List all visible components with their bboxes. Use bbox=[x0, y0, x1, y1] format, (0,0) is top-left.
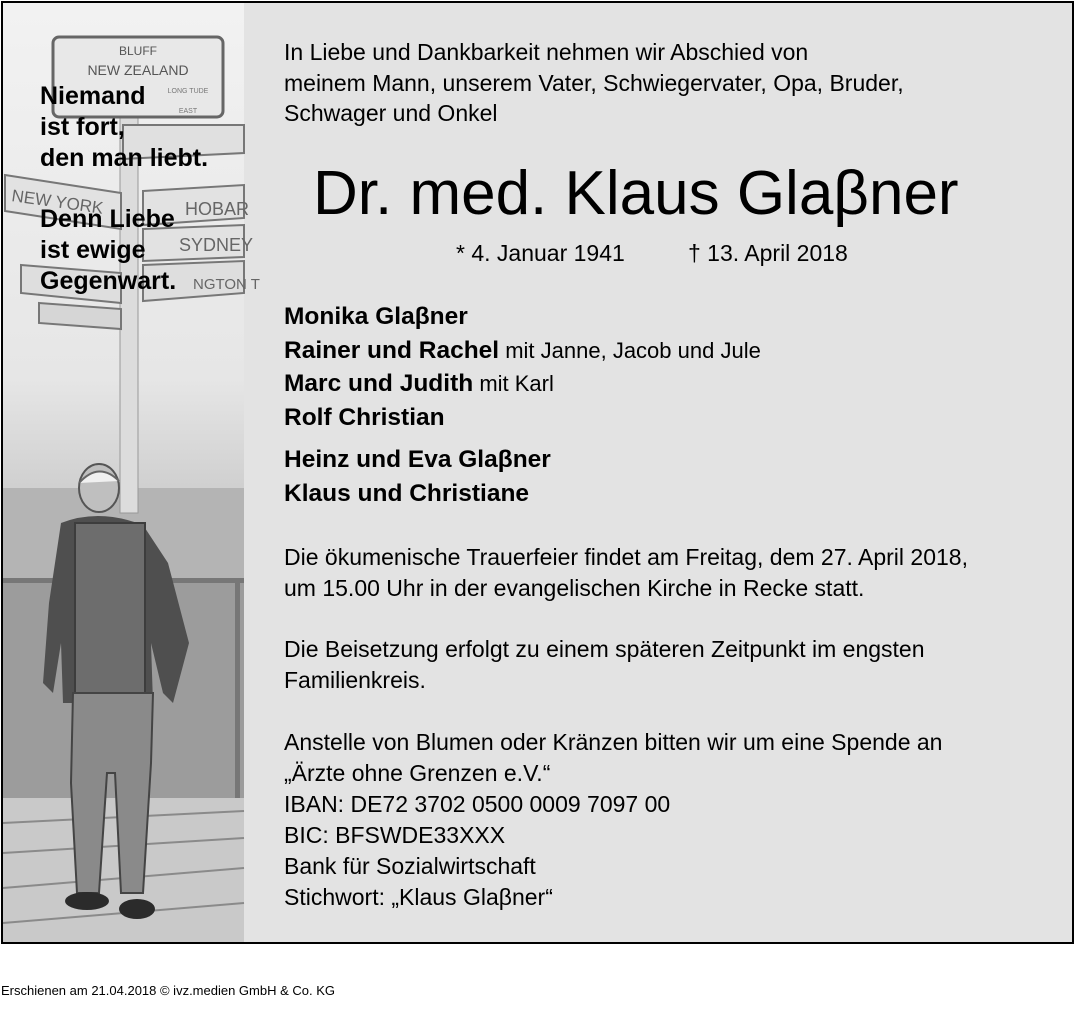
family-line bbox=[284, 480, 529, 508]
poem-line: Gegenwart. bbox=[40, 267, 177, 295]
publication-footer: Erschienen am 21.04.2018 © ivz.medien GmbH & Co. KG bbox=[1, 983, 336, 998]
poem-line: Denn Liebe bbox=[40, 205, 175, 233]
service-line: um 15.00 Uhr in der evangelischen Kirche in Recke statt. bbox=[284, 575, 865, 601]
donation-keyword: Stichwort: „Klaus Glaβner“ bbox=[284, 884, 553, 910]
donation-line: „Ärzte ohne Grenzen e.V.“ bbox=[284, 760, 551, 786]
family-names: Marc und Judith bbox=[284, 370, 474, 397]
signpost-text: SYDNEY bbox=[179, 235, 254, 255]
family-line bbox=[284, 370, 554, 398]
family-children: mit Janne, Jacob und Jule bbox=[499, 338, 761, 363]
intro-line: Schwager und Onkel bbox=[284, 100, 498, 126]
memorial-photo bbox=[3, 3, 260, 942]
death-date: † 13. April 2018 bbox=[688, 240, 848, 266]
poem-line: Niemand bbox=[40, 82, 146, 110]
family-children: mit Karl bbox=[473, 371, 554, 396]
signpost-text: NGTON T bbox=[193, 276, 260, 293]
obituary-notice bbox=[1, 1, 1074, 944]
poem-line: den man liebt. bbox=[40, 144, 209, 172]
donation-bank: Bank für Sozialwirtschaft bbox=[284, 853, 536, 879]
family-names: Rolf Christian bbox=[284, 404, 445, 431]
signpost-text: NEW ZEALAND bbox=[87, 62, 189, 78]
poem-line: ist fort, bbox=[40, 113, 125, 141]
donation-bic: BIC: BFSWDE33XXX bbox=[284, 822, 506, 848]
poem-line: ist ewige bbox=[40, 236, 146, 264]
signpost-text: BLUFF bbox=[118, 44, 158, 58]
intro-line: In Liebe und Dankbarkeit nehmen wir Abschied von bbox=[284, 39, 809, 65]
poem-first bbox=[40, 81, 208, 174]
family-names: Monika Glaβner bbox=[284, 303, 468, 330]
family-names: Heinz und Eva Glaβner bbox=[284, 446, 551, 473]
family-line bbox=[284, 337, 761, 365]
family-line bbox=[284, 404, 445, 432]
service-line: Die ökumenische Trauerfeier findet am Freitag, dem 27. April 2018, bbox=[284, 544, 968, 570]
intro-line: meinem Mann, unserem Vater, Schwiegervater, Opa, Bruder, bbox=[284, 70, 904, 96]
burial-line: Die Beisetzung erfolgt zu einem späteren Zeitpunkt im engsten bbox=[284, 636, 925, 662]
signpost-text: NEW YORK bbox=[10, 186, 105, 218]
signpost-text: LONG TUDE bbox=[167, 88, 209, 95]
donation-iban: IBAN: DE72 3702 0500 0009 7097 00 bbox=[284, 791, 671, 817]
family-line bbox=[284, 303, 468, 331]
family-names: Klaus und Christiane bbox=[284, 480, 530, 507]
deceased-name: Dr. med. Klaus Glaβner bbox=[313, 159, 959, 228]
family-names: Rainer und Rachel bbox=[284, 337, 500, 364]
donation-line: Anstelle von Blumen oder Kränzen bitten wir um eine Spende an bbox=[284, 729, 943, 755]
poem-second bbox=[40, 204, 176, 297]
family-line bbox=[284, 446, 551, 474]
burial-line: Familienkreis. bbox=[284, 667, 426, 693]
signpost-text: EAST bbox=[178, 108, 198, 115]
birth-date: * 4. Januar 1941 bbox=[456, 240, 625, 266]
signpost-text: HOBAR bbox=[185, 199, 250, 219]
